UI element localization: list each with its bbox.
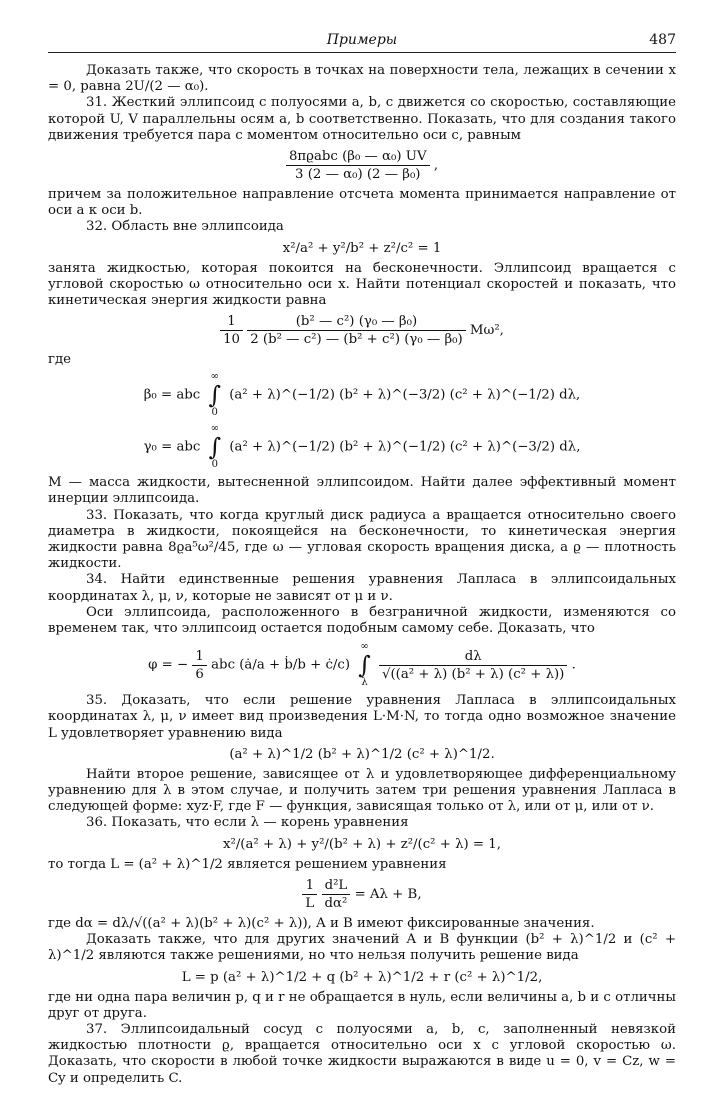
equation-lhs: γ₀ = abc (143, 439, 201, 455)
equation-lhs: φ = − (148, 657, 189, 673)
problem-36-end: где ни одна пара величин p, q и r не обращается в нуль, если величины a, b и c отличны друг от друга. (48, 989, 676, 1021)
fraction-energy (247, 313, 465, 348)
integral-lower-limit: 0 (211, 407, 218, 419)
equation-L: (a² + λ)^1/2 (b² + λ)^1/2 (c² + λ)^1/2. (229, 746, 495, 762)
problem-32: 32. Область вне эллипсоида (86, 219, 284, 235)
running-title: Примеры (326, 32, 398, 48)
problem-31-continued: причем за положительное направление отсчета момента принимается направление от оси a к оси b. (48, 187, 676, 219)
book-page (48, 30, 676, 1087)
fraction-denominator: √((a² + λ) (b² + λ) (c² + λ)) (382, 666, 565, 682)
problem-37: 37. Эллипсоидальный сосуд с полуосями a, b, c, заполненный невязкой жидкостью плотности ϱ, вращается относительно оси x с угловой скоростью ω. Доказать, что скорости в любой точке жидкости выражаются в виде u = 0, v = Cz, w = Cy и определить C. (48, 1021, 676, 1086)
problem-31: 31. Жесткий эллипсоид с полуосями a, b, c движется со скоростью, составляющие которой U, V параллельны осям a, b соответственно. Показать, что для создания такого движения требуется пара с моментом относительно оси c, равным (48, 95, 676, 143)
equation-differential (48, 877, 676, 912)
equation-energy (48, 313, 676, 348)
fraction-denominator: dα² (324, 895, 348, 911)
problem-32-mass: M — масса жидкости, вытесненной эллипсоидом. Найти далее эффективный момент инерции эллипсоида. (48, 475, 676, 507)
paragraph-intro: Доказать также, что скорость в точках на поверхности тела, лежащих в сечении x = 0, равна 2U/(2 — α₀). (48, 63, 676, 95)
problem-32-continued: занята жидкостью, которая покоится на бесконечности. Эллипсоид вращается с угловой скоростью ω относительно оси x. Найти потенциал скоростей и показать, что кинетическая энергия жидкости равна (48, 260, 676, 309)
equation-tail: = Aλ + B, (354, 886, 422, 902)
problem-35-continued: Найти второе решение, зависящее от λ и удовлетворяющее дифференциальному уравнению для λ в этом случае, и получить затем три решения уравнения Лапласа в следующей форме: xyz·F, где F — функция, зависящая только от λ, или от μ, или от ν. (48, 766, 676, 815)
integral-upper-limit: ∞ (360, 641, 369, 653)
integral-upper-limit: ∞ (210, 371, 219, 383)
fraction-denominator: L (305, 895, 315, 911)
fraction-numerator: dλ (379, 648, 567, 666)
fraction-numerator: 1 (220, 313, 243, 331)
equation-moment (48, 148, 676, 183)
problem-36-where: где dα = dλ/√((a² + λ)(b² + λ)(c² + λ)), A и B имеют фиксированные значения. (48, 915, 595, 931)
problem-36-also: Доказать также, что для других значений A и B функции (b² + λ)^1/2 и (c² + λ)^1/2 являются также решениями, но что нельзя получить решение вида (48, 932, 676, 964)
integral-lower-limit: λ (361, 677, 368, 689)
integral-lower-limit: 0 (211, 459, 219, 471)
fraction-coefficient (192, 648, 206, 683)
problem-34-continued: Оси эллипсоида, расположенного в безграничной жидкости, изменяются со временем так, что эллипсоид остается подобным самому себе. Доказать, что (48, 604, 676, 637)
fraction-integrand (379, 648, 567, 683)
fraction-moment (286, 148, 430, 183)
equation-tail: , (433, 158, 439, 174)
integral-upper-limit: ∞ (210, 423, 219, 435)
fraction-numerator: 8πϱabc (β₀ — α₀) UV (286, 148, 430, 166)
equation-ellipsoid: x²/a² + y²/b² + z²/c² = 1 (282, 240, 442, 256)
equation-gamma (48, 423, 676, 471)
integral-sign: ∞ ∫ 0 (208, 371, 221, 419)
equation-middle: abc (ȧ/a + ḃ/b + ċ/c) (211, 657, 351, 673)
equation-tail: . (571, 657, 576, 673)
fraction-numerator: 1 (192, 648, 206, 666)
problem-36-then: то тогда L = (a² + λ)^1/2 является решением уравнения (48, 856, 447, 872)
integral-sign: ∞ ∫ 0 (208, 423, 222, 471)
equation-rhs: (a² + λ)^(−1/2) (b² + λ)^(−1/2) (c² + λ)^(−3/2) dλ, (229, 439, 581, 455)
equation-L-general: L = p (a² + λ)^1/2 + q (b² + λ)^1/2 + r (c² + λ)^1/2, (181, 969, 543, 985)
fraction-coefficient (220, 313, 243, 348)
fraction-numerator: (b² — c²) (γ₀ — β₀) (247, 313, 465, 331)
fraction-denominator: 6 (195, 666, 204, 682)
equation-phi (48, 641, 676, 689)
integral-sign: ∞ ∫ λ (358, 641, 371, 689)
fraction-coefficient (302, 877, 317, 912)
fraction-denominator: 2 (b² — c²) — (b² + c²) (γ₀ — β₀) (250, 332, 463, 348)
page-number: 487 (649, 32, 676, 48)
fraction-derivative (322, 877, 351, 912)
page-header (48, 30, 676, 53)
problem-36: 36. Показать, что если λ — корень уравнения (86, 815, 409, 831)
fraction-denominator: 3 (2 — α₀) (2 — β₀) (295, 167, 421, 183)
equation-tail: Mω², (469, 323, 504, 339)
fraction-numerator: d²L (322, 877, 351, 895)
equation-root: x²/(a² + λ) + y²/(b² + λ) + z²/(c² + λ) = 1, (223, 836, 501, 852)
problem-33: 33. Показать, что когда круглый диск радиуса a вращается относительно своего диаметра в жидкости, покоящейся на бесконечности, то кинетическая энергия жидкости равна 8ϱa⁵ω²/45, где ω — угловая скорость вращения диска, a ϱ — плотность жидкости. (48, 507, 676, 572)
equation-lhs: β₀ = abc (143, 387, 201, 403)
fraction-denominator: 10 (223, 332, 240, 348)
equation-rhs: (a² + λ)^(−1/2) (b² + λ)^(−3/2) (c² + λ)^(−1/2) dλ, (229, 387, 581, 403)
fraction-numerator: 1 (302, 877, 317, 895)
label-where: где (48, 352, 72, 368)
problem-35: 35. Доказать, что если решение уравнения Лапласа в эллипсоидальных координатах λ, μ, ν имеет вид произведения L·M·N, то тогда одно возможное значение L удовлетворяет уравнению вида (48, 693, 676, 741)
problem-34: 34. Найти единственные решения уравнения Лапласа в эллипсоидальных координатах λ, μ, ν, которые не зависят от μ и ν. (48, 572, 676, 604)
equation-beta (48, 371, 676, 419)
